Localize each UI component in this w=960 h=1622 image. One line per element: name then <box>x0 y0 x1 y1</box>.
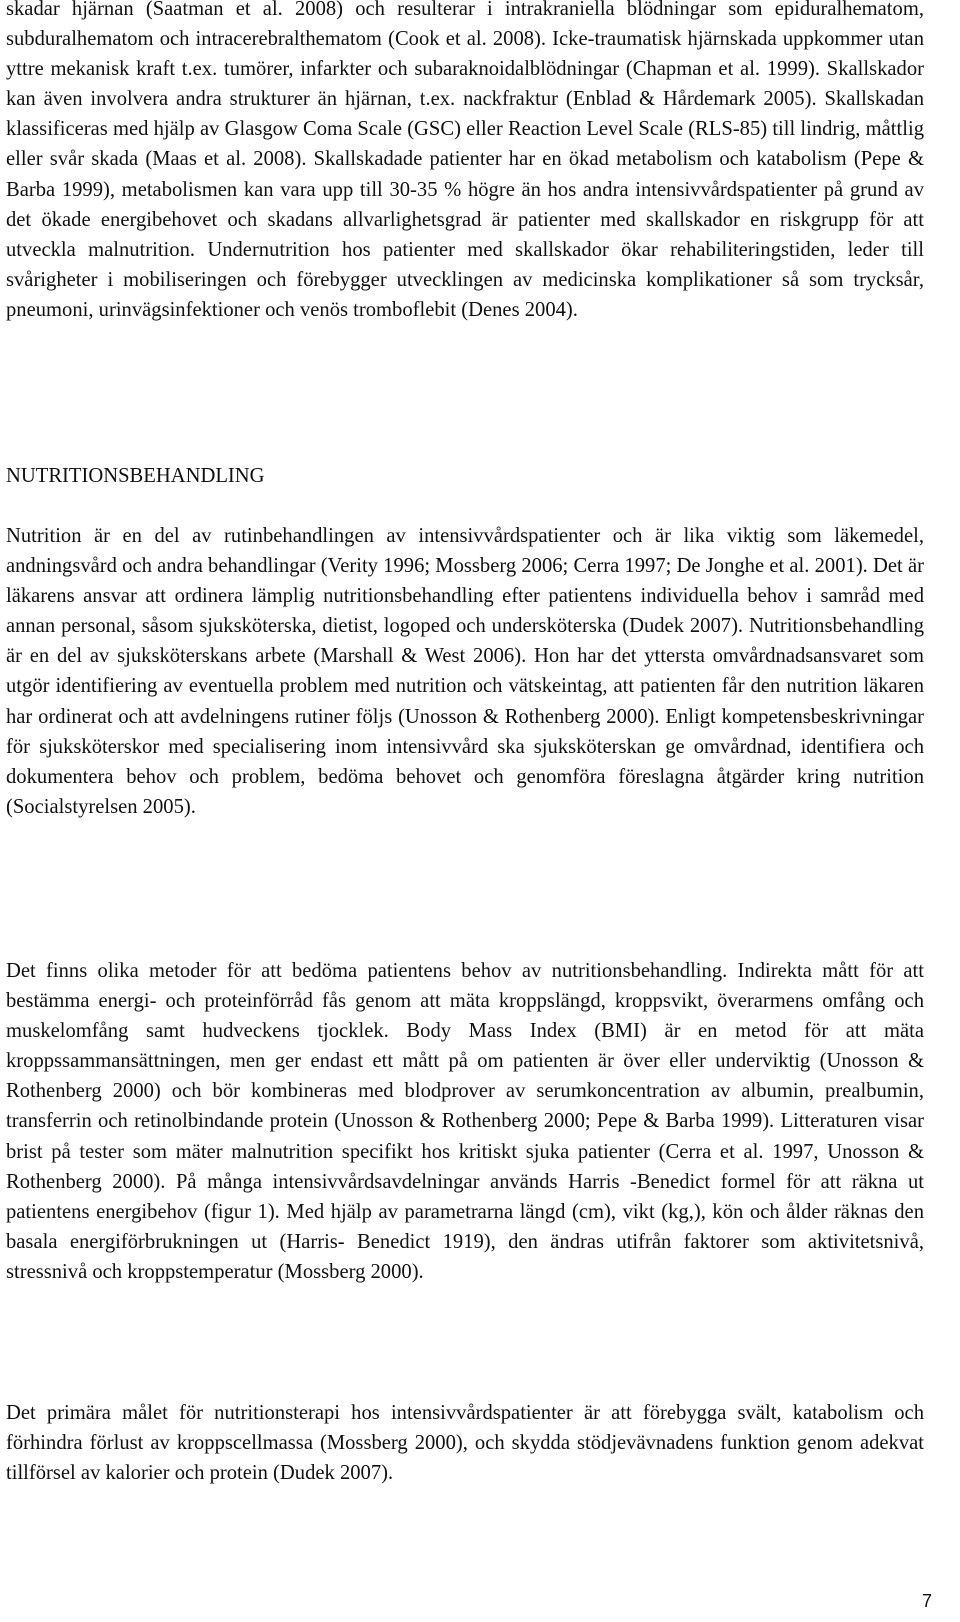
body-paragraph-bedomning: Det finns olika metoder för att bedöma patientens behov av nutritionsbehandling. Indirekta mått för att bestämma energi- och proteinförråd fås genom att mäta kroppslängd, kroppsvikt, överarmens omfång och muskelomfång samt hudveckens tjocklek. Body Mass Index (BMI) är en metod för att mäta kroppssammansättningen, men ger endast ett mått på om patienten är över eller underviktig (Unosson & Rothenberg 2000) och bör kombineras med blodprover av serumkoncentration av albumin, prealbumin, transferrin och retinolbindande protein (Unosson & Rothenberg 2000; Pepe & Barba 1999). Litteraturen visar brist på tester som mäter malnutrition specifikt hos kritiskt sjuka patienter (Cerra et al. 1997, Unosson & Rothenberg 2000). På många intensivvårdsavdelningar används Harris -Benedict formel för att räkna ut patientens energibehov (figur 1). Med hjälp av parametrarna längd (cm), vikt (kg,), kön och ålder räknas den basala energiförbrukningen ut (Harris- Benedict 1919), den ändras utifrån faktorer som aktivitetsnivå, stressnivå och kroppstemperatur (Mossberg 2000). <box>6 960 924 1283</box>
body-paragraph-malet: Det primära målet för nutritionsterapi hos intensivvårdspatienter är att förebygga svält, katabolism och förhindra förlust av kroppscellmassa (Mossberg 2000), och skydda stödjevävnadens funktion genom adekvat tillförsel av kalorier och protein (Dudek 2007). <box>6 1402 924 1485</box>
page-number: 7 <box>921 1591 932 1611</box>
section-heading-nutritionsbehandling: NUTRITIONSBEHANDLING <box>6 465 265 487</box>
body-paragraph-skallskador: skadar hjärnan (Saatman et al. 2008) och resulterar i intrakraniella blödningar som epiduralhematom, subduralhematom och intracerebralthematom (Cook et al. 2008). Icke-traumatisk hjärnskada uppkommer utan yttre mekanisk kraft t.ex. tumörer, infarkter och subaraknoidalblödningar (Chapman et al. 1999). Skallskador kan även involvera andra strukturer än hjärnan, t.ex. nackfraktur (Enblad & Hårdemark 2005). Skallskadan klassificeras med hjälp av Glasgow Coma Scale (GSC) eller Reaction Level Scale (RLS-85) till lindrig, måttlig eller svår skada (Maas et al. 2008). Skallskadade patienter har en ökad metabolism och katabolism (Pepe & Barba 1999), metabolismen kan vara upp till 30-35 % högre än hos andra intensivvårdspatienter på grund av det ökade energibehovet och skadans allvarlighetsgrad är patienter med skallskador en riskgrupp för att utveckla malnutrition. Undernutrition hos patienter med skallskador ökar rehabiliteringstiden, leder till svårigheter i mobiliseringen och förebygger utvecklingen av medicinska komplikationer så som trycksår, pneumoni, urinvägsinfektioner och venös tromboflebit (Denes 2004). <box>6 0 924 321</box>
body-paragraph-nutrition-ansvar: Nutrition är en del av rutinbehandlingen av intensivvårdspatienter och är lika viktig som läkemedel, andningsvård och andra behandlingar (Verity 1996; Mossberg 2006; Cerra 1997; De Jonghe et al. 2001). Det är läkarens ansvar att ordinera lämplig nutritionsbehandling efter patientens individuella behov i samråd med annan personal, såsom sjuksköterska, dietist, logoped och undersköterska (Dudek 2007). Nutritionsbehandling är en del av sjuksköterskans arbete (Marshall & West 2006). Hon har det yttersta omvårdnadsansvaret som utgör identifiering av eventuella problem med nutrition och vätskeintag, att patienten får den nutrition läkaren har ordinerat och att avdelningens rutiner följs (Unosson & Rothenberg 2000). Enligt kompetensbeskrivningar för sjuksköterskor med specialisering inom intensivvård ska sjuksköterskan ge omvårdnad, identifiera och dokumentera behov och problem, bedöma behovet och genomföra föreslagna åtgärder kring nutrition (Socialstyrelsen 2005). <box>6 525 924 818</box>
